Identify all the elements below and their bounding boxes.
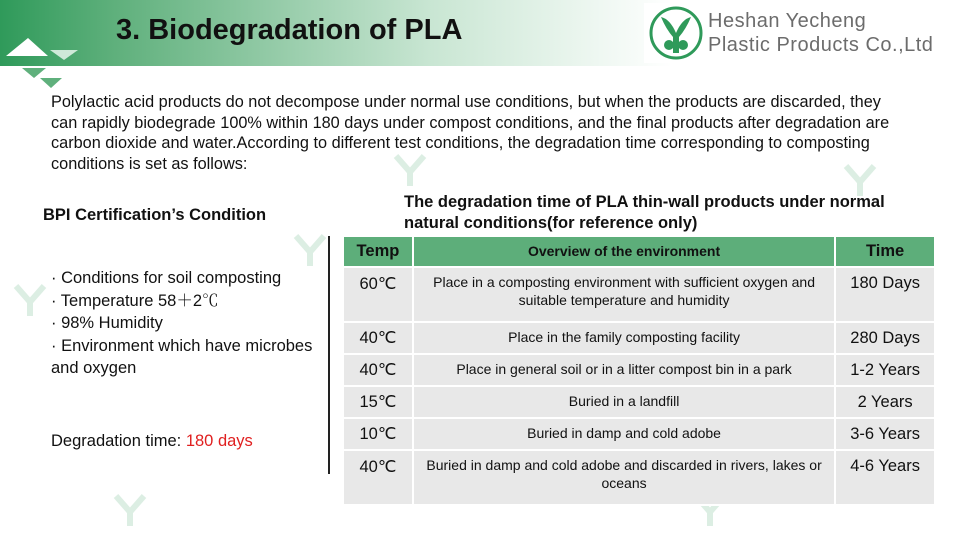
intro-paragraph: Polylactic acid products do not decompose under normal use conditions, but when the products are discarded, they can rapidly biodegrade 100% within 180 days under compost conditions, and the final products after degradation are carbon dioxide and water.According to different test conditions, the degradation time corresponding to composting conditions is set as follows: [51, 93, 890, 173]
cell-environment: Buried in a landfill [414, 387, 836, 419]
header-environment: Overview of the environment [414, 237, 836, 268]
cell-temp: 60℃ [344, 268, 414, 323]
table-row [344, 451, 934, 506]
header-temp: Temp [344, 237, 414, 268]
table-row [344, 355, 934, 387]
cell-environment: Place in general soil or in a litter compost bin in a park [414, 355, 836, 387]
cell-time: 280 Days [836, 323, 934, 355]
table-row [344, 268, 934, 323]
page-title: 3. Biodegradation of PLA [116, 14, 463, 46]
triangle-decoration-icon [0, 0, 100, 96]
degradation-label: Degradation time: [51, 432, 186, 450]
cell-time: 4-6 Years [836, 451, 934, 506]
cell-time: 3-6 Years [836, 419, 934, 451]
cell-temp: 40℃ [344, 355, 414, 387]
cell-temp: 40℃ [344, 323, 414, 355]
cell-environment: Buried in damp and cold adobe [414, 419, 836, 451]
cell-environment: Place in a composting environment with sufficient oxygen and suitable temperature and humidity [414, 268, 836, 323]
watermark-logo-icon [290, 230, 330, 270]
company-logo [644, 3, 960, 63]
yecheng-logo-icon [648, 5, 704, 61]
cell-temp: 10℃ [344, 419, 414, 451]
degradation-value: 180 days [185, 432, 253, 450]
bpi-title: BPI Certification’s Condition [43, 206, 267, 224]
table-row [344, 387, 934, 419]
cell-time: 1-2 Years [836, 355, 934, 387]
vertical-divider [328, 236, 330, 474]
cell-time: 2 Years [836, 387, 934, 419]
condition-item: · 98% Humidity [51, 314, 163, 332]
company-name-line1: Heshan Yecheng [708, 10, 867, 32]
header-time: Time [836, 237, 934, 268]
condition-item: · Temperature 58＋2℃ [51, 291, 219, 310]
table-title: The degradation time of PLA thin-wall products under normal natural conditions(for reference only) [404, 193, 885, 232]
cell-environment: Buried in damp and cold adobe and discarded in rivers, lakes or oceans [414, 451, 836, 506]
condition-item: · Conditions for soil composting [51, 269, 282, 287]
cell-environment: Place in the family composting facility [414, 323, 836, 355]
watermark-logo-icon [10, 280, 50, 320]
table-row [344, 323, 934, 355]
table-row [344, 419, 934, 451]
cell-temp: 15℃ [344, 387, 414, 419]
condition-item: · Environment which have microbes and oxygen [51, 336, 313, 377]
watermark-logo-icon [110, 490, 150, 530]
company-name-line2: Plastic Products Co.,Ltd [708, 34, 934, 56]
table-header-row [344, 237, 934, 268]
cell-temp: 40℃ [344, 451, 414, 506]
degradation-time [51, 432, 253, 451]
company-name [708, 9, 933, 57]
bpi-condition-list [51, 267, 321, 380]
cell-time: 180 Days [836, 268, 934, 323]
degradation-table [344, 237, 934, 506]
